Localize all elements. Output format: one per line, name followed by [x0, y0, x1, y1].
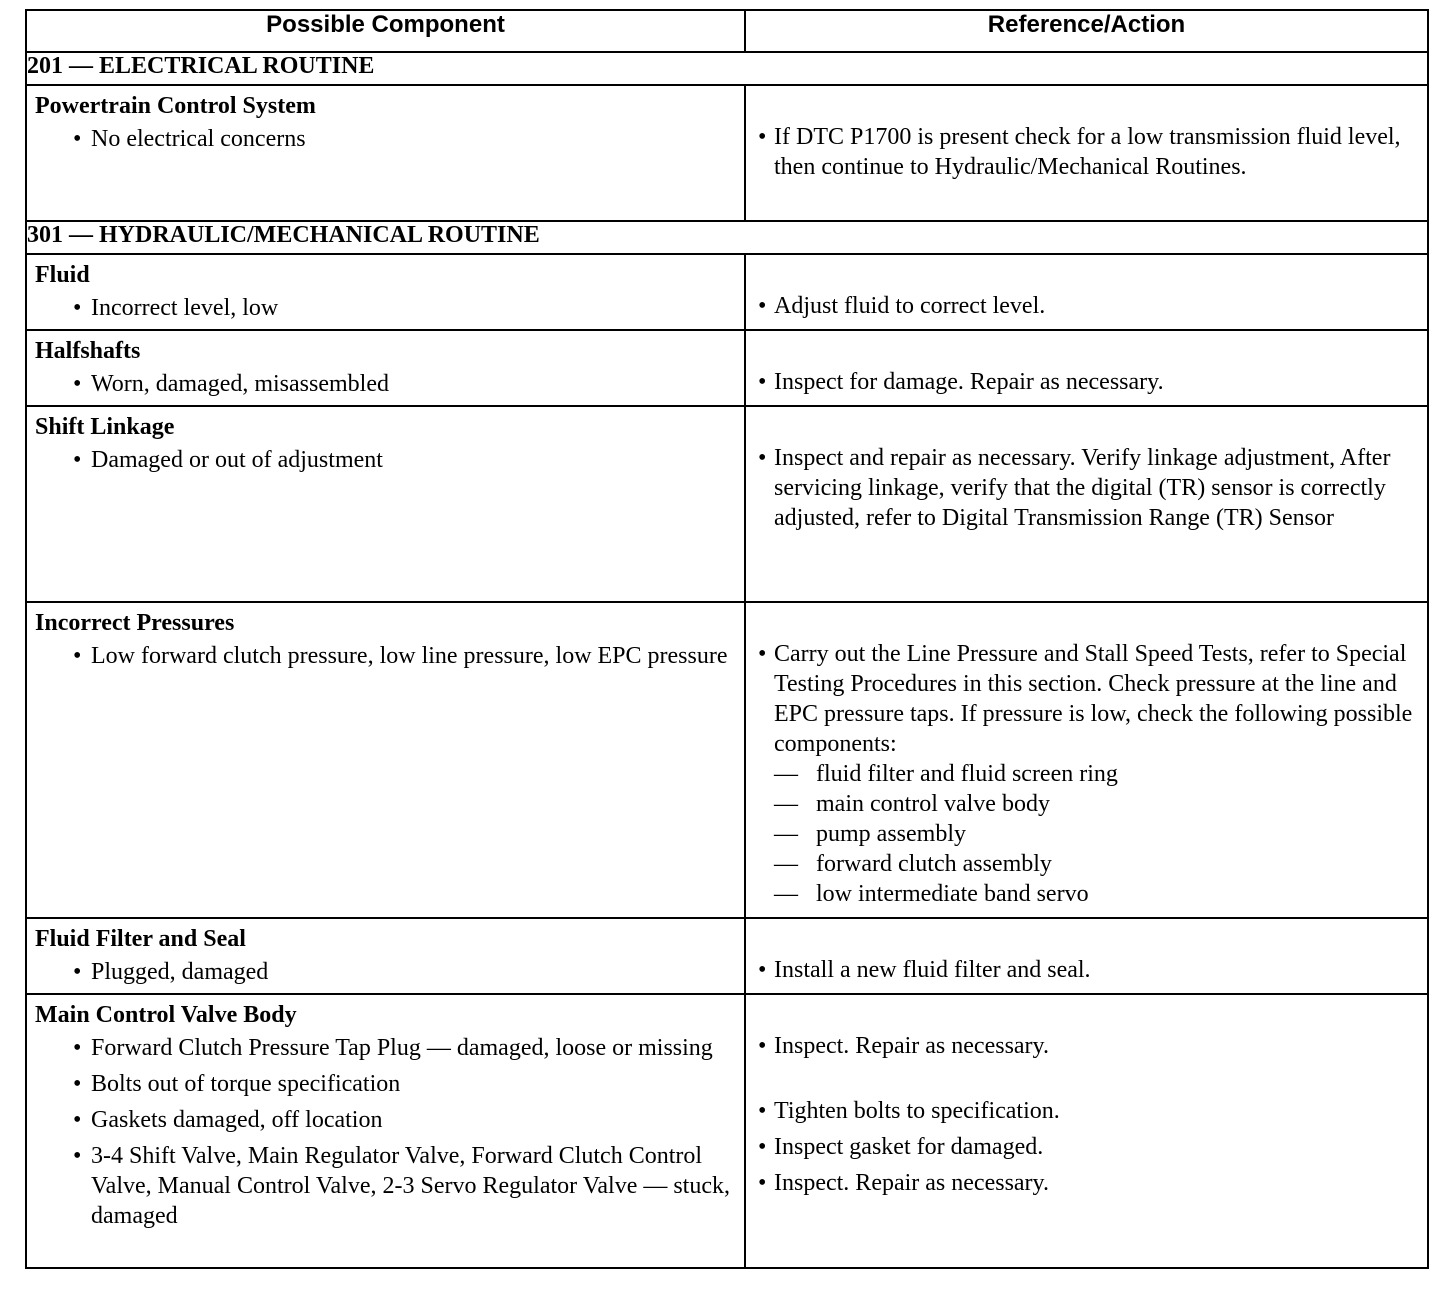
symptom-text: Damaged or out of adjustment: [91, 447, 383, 473]
check-item-text: low intermediate band servo: [816, 881, 1089, 907]
component-symptom: [27, 1033, 744, 1063]
dash-icon: —: [774, 881, 798, 907]
section-hydraulic-routine: 301 — HYDRAULIC/MECHANICAL ROUTINE: [26, 221, 1428, 254]
component-check-item: [746, 849, 1427, 879]
bullet-icon: •: [73, 295, 82, 321]
component-title: Incorrect Pressures: [35, 610, 235, 636]
check-item-text: fluid filter and fluid screen ring: [816, 761, 1118, 787]
action-cell: [745, 330, 1428, 406]
component-cell: [26, 406, 745, 602]
check-item-text: main control valve body: [816, 791, 1050, 817]
bullet-icon: •: [758, 124, 767, 150]
component-symptom: [27, 293, 744, 323]
action-cell: [745, 85, 1428, 221]
table-row: [26, 254, 1428, 330]
component-symptom: [27, 124, 744, 154]
dash-icon: —: [774, 851, 798, 877]
action-text: Inspect gasket for damaged.: [774, 1134, 1044, 1160]
action-item: [746, 122, 1427, 182]
component-check-item: [746, 879, 1427, 909]
action-item: [746, 291, 1427, 321]
action-text: Inspect. Repair as necessary.: [774, 1170, 1049, 1196]
component-cell: [26, 918, 745, 994]
action-text: Inspect and repair as necessary. Verify linkage adjustment, After servicing linkage, verify that the digital (TR) sensor is correctly adjusted, refer to Digital Transmission Range (TR) Sensor: [774, 445, 1391, 531]
bullet-icon: •: [758, 1134, 767, 1160]
bullet-icon: •: [73, 371, 82, 397]
table-row: [26, 602, 1428, 918]
action-item: [746, 639, 1427, 759]
symptom-text: Bolts out of torque specification: [91, 1071, 401, 1097]
action-text: Inspect. Repair as necessary.: [774, 1033, 1049, 1059]
header-possible-component: Possible Component: [26, 10, 745, 52]
dash-icon: —: [774, 791, 798, 817]
bullet-icon: •: [73, 1143, 82, 1169]
section-row-hydraulic: [26, 221, 1428, 254]
diagnosis-table: [25, 9, 1429, 1269]
component-check-item: [746, 759, 1427, 789]
component-check-item: [746, 819, 1427, 849]
diagnosis-table-container: [25, 9, 1427, 1269]
symptom-text: Forward Clutch Pressure Tap Plug — damaged, loose or missing: [91, 1035, 713, 1061]
component-symptom: [27, 641, 744, 671]
action-cell: [745, 918, 1428, 994]
symptom-text: 3-4 Shift Valve, Main Regulator Valve, Forward Clutch Control Valve, Manual Control Valve, 2-3 Servo Regulator Valve — stuck, damaged: [91, 1143, 730, 1229]
bullet-icon: •: [758, 293, 767, 319]
action-text: Inspect for damage. Repair as necessary.: [774, 369, 1164, 395]
action-item: [746, 1031, 1427, 1061]
bullet-icon: •: [758, 369, 767, 395]
bullet-icon: •: [758, 1033, 767, 1059]
action-cell: [745, 254, 1428, 330]
component-title: Halfshafts: [35, 338, 141, 364]
action-text: If DTC P1700 is present check for a low transmission fluid level, then continue to Hydraulic/Mechanical Routines.: [774, 124, 1401, 180]
component-symptom: [27, 445, 744, 475]
action-item: [746, 1096, 1427, 1126]
dash-icon: —: [774, 761, 798, 787]
bullet-icon: •: [73, 1035, 82, 1061]
component-symptom: [27, 369, 744, 399]
check-item-text: forward clutch assembly: [816, 851, 1052, 877]
action-cell: [745, 994, 1428, 1268]
table-row: [26, 330, 1428, 406]
action-item: [746, 1168, 1427, 1198]
table-row: [26, 85, 1428, 221]
symptom-text: Incorrect level, low: [91, 295, 279, 321]
action-cell: [745, 406, 1428, 602]
component-symptom: [27, 1141, 744, 1231]
bullet-icon: •: [758, 1098, 767, 1124]
component-symptom: [27, 957, 744, 987]
symptom-text: No electrical concerns: [91, 126, 306, 152]
bullet-icon: •: [73, 643, 82, 669]
component-cell: [26, 85, 745, 221]
action-item: [746, 443, 1427, 533]
component-cell: [26, 330, 745, 406]
bullet-icon: •: [73, 1071, 82, 1097]
dash-icon: —: [774, 821, 798, 847]
table-row: [26, 918, 1428, 994]
check-item-text: pump assembly: [816, 821, 966, 847]
action-cell: [745, 602, 1428, 918]
action-item: [746, 367, 1427, 397]
action-item: [746, 955, 1427, 985]
bullet-icon: •: [73, 959, 82, 985]
action-text: Install a new fluid filter and seal.: [774, 957, 1091, 983]
bullet-icon: •: [758, 641, 767, 667]
bullet-icon: •: [73, 1107, 82, 1133]
component-title: Shift Linkage: [35, 414, 175, 440]
action-text: Carry out the Line Pressure and Stall Speed Tests, refer to Special Testing Procedures in this section. Check pressure at the line and EPC pressure taps. If pressure is low, check the following possible components:: [774, 641, 1413, 757]
symptom-text: Worn, damaged, misassembled: [91, 371, 389, 397]
action-item: [746, 1132, 1427, 1162]
symptom-text: Gaskets damaged, off location: [91, 1107, 383, 1133]
component-title: Fluid: [35, 262, 90, 288]
bullet-icon: •: [758, 445, 767, 471]
component-symptom: [27, 1069, 744, 1099]
bullet-icon: •: [73, 447, 82, 473]
component-cell: [26, 254, 745, 330]
component-title: Powertrain Control System: [35, 93, 316, 119]
bullet-icon: •: [758, 1170, 767, 1196]
header-reference-action: Reference/Action: [745, 10, 1428, 52]
header-row: [26, 10, 1428, 52]
bullet-icon: •: [73, 126, 82, 152]
table-row: [26, 406, 1428, 602]
table-row: [26, 994, 1428, 1268]
component-cell: [26, 602, 745, 918]
section-row-electrical: [26, 52, 1428, 85]
action-text: Adjust fluid to correct level.: [774, 293, 1046, 319]
component-symptom: [27, 1105, 744, 1135]
symptom-text: Plugged, damaged: [91, 959, 269, 985]
action-text: Tighten bolts to specification.: [774, 1098, 1060, 1124]
component-title: Fluid Filter and Seal: [35, 926, 246, 952]
component-check-item: [746, 789, 1427, 819]
bullet-icon: •: [758, 957, 767, 983]
symptom-text: Low forward clutch pressure, low line pressure, low EPC pressure: [91, 643, 728, 669]
component-title: Main Control Valve Body: [35, 1002, 297, 1028]
section-electrical-routine: 201 — ELECTRICAL ROUTINE: [26, 52, 1428, 85]
component-cell: [26, 994, 745, 1268]
